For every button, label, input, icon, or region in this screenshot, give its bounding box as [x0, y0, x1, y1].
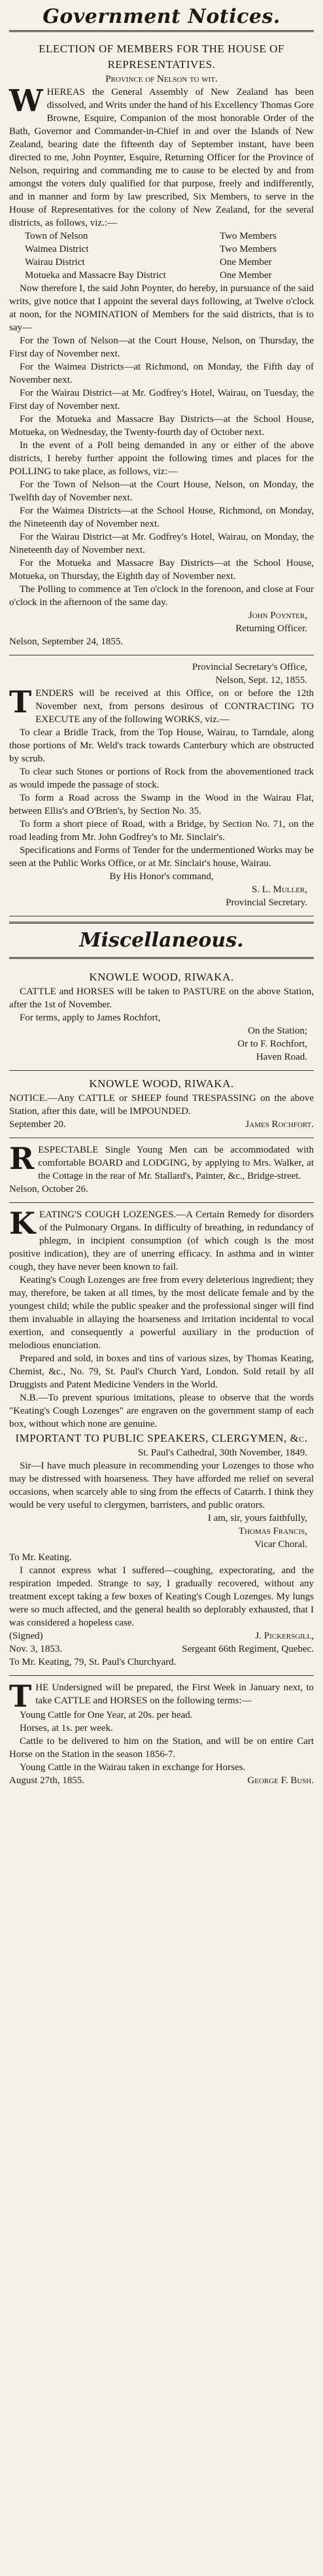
board-dropcap: R: [9, 1141, 35, 1176]
works-item: To form a short piece of Road, with a Bridge, by Section No. 71, on the road leading from Mr. John Godfrey's to Mr. Sinclair's.: [9, 819, 314, 843]
district-row: Waimea District Two Members: [25, 244, 277, 254]
bush-notice: [9, 1676, 314, 1794]
poll-item: For the Motueka and Massacre Bay Districts—at the School House, Motueka, on Thursday, the Eighth day of November next.: [9, 558, 314, 582]
keating-letter-2-to: To Mr. Keating, 79, St. Paul's Churchyard.: [9, 1657, 177, 1667]
masthead-rule: [9, 30, 314, 32]
works-item: To clear a Bridle Track, from the Top House, Wairau, to Tarndale, along those portions of Mr. Weld's track towards Canterbury which are obstructed by scrub.: [9, 727, 314, 764]
keating-letter-2-date: Nov. 3, 1853.: [9, 1644, 63, 1654]
bush-date: August 27th, 1855.: [9, 1775, 85, 1786]
board-notice: [9, 1138, 314, 1203]
nomination-item: For the Waimea Districts—at Richmond, on Monday, the Fifth day of November next.: [9, 362, 314, 385]
poll-item: For the Town of Nelson—at the Court House, Nelson, on Monday, the Twelfth day of November next.: [9, 479, 314, 503]
district-list: [9, 230, 314, 282]
bush-body: HE Undersigned will be prepared, the First Week in January next, to take CATTLE and HORSES on the following terms:—: [35, 1682, 314, 1706]
tenders-office-date: Nelson, Sept. 12, 1855.: [215, 675, 307, 686]
keating-letter-1-head: St. Paul's Cathedral, 30th November, 1849.: [137, 1448, 307, 1458]
nomination-item: For the Town of Nelson—at the Court House, Nelson, on Thursday, the First day of November next.: [9, 336, 314, 359]
knowle-trespass-signatory: James Rochfort.: [245, 1119, 314, 1130]
keating-letter-1-sig: Thomas Francis,: [238, 1526, 307, 1537]
knowle-pasture-title: KNOWLE WOOD, RIWAKA.: [89, 971, 234, 983]
keating-title-2: IMPORTANT TO PUBLIC SPEAKERS, CLERGYMEN, &c.: [15, 1432, 308, 1444]
knowle-trespass-body: NOTICE.—Any CATTLE or SHEEP found TRESPASSING on the above Station, after this date, will be IMPOUNDED.: [9, 1093, 314, 1117]
board-body: ESPECTABLE Single Young Men can be accommodated with comfortable BOARD and LODGING, by applying to Mrs. Walker, at the Cottage in the rear of Mr. Stallard's, Painter, &c., Bridge-street.: [38, 1145, 314, 1181]
election-place-date: Nelson, September 24, 1855.: [9, 636, 124, 647]
district-row: Wairau District One Member: [25, 257, 272, 268]
election-province: Province of Nelson to wit.: [105, 74, 218, 84]
election-title: ELECTION OF MEMBERS FOR THE HOUSE OF REPRESENTATIVES.: [39, 43, 284, 71]
works-item: To clear such Stones or portions of Rock from the abovementioned track as would impede the passage of stock.: [9, 767, 314, 790]
poll-item: For the Wairau District—at Mr. Godfrey's Hotel, Wairau, on Monday, the Nineteenth day of November next.: [9, 532, 314, 555]
nomination-item: For the Motueka and Massacre Bay Districts—at the School House, Motueka, on Wednesday, the Twenty-fourth day of October next.: [9, 414, 314, 438]
knowle-pasture-terms: For terms, apply to James Rochfort,: [20, 1013, 161, 1023]
election-dropcap: W: [9, 83, 43, 118]
works-item: To form a Road across the Swamp in the Wood in the Wairau Flat, between Ellis's and O'Brien's, by Section No. 35.: [9, 793, 314, 816]
bush-term: Horses, at 1s. per week.: [20, 1723, 113, 1733]
tenders-dropcap: T: [9, 684, 32, 720]
district-row: Motueka and Massacre Bay District One Member: [25, 270, 272, 281]
tenders-notice: [9, 655, 314, 916]
knowle-trespass-date: September 20.: [9, 1119, 66, 1130]
keating-body-2: Keating's Cough Lozenges are free from every deleterious ingredient; they may, therefore, be taken at all times, by the most delicate female and by the youngest child; while the public speaker and the professional singer will find them invaluable in allaying the hoarseness and irritation incidental to vocal exertion, and consequently a powerful auxiliary in the production of melodious enunciation.: [9, 1275, 314, 1351]
tenders-signatory-title: Provincial Secretary.: [226, 897, 307, 908]
keating-advertisement: [9, 1203, 314, 1676]
bush-body-2: Young Cattle in the Wairau taken in exchange for Horses.: [20, 1762, 246, 1773]
election-notice: [9, 36, 314, 655]
board-date: Nelson, October 26.: [9, 1184, 88, 1194]
keating-body-1: EATING'S COUGH LOZENGES.—A Certain Remedy for disorders of the Pulmonary Organs. In difficulty of breathing, in redundancy of phlegm, in incipient consumption (of which cough is the most positive indication), they are of unerring efficacy. In asthma and in winter cough, they have never been known to fail.: [9, 1210, 314, 1272]
keating-dropcap: K: [9, 1206, 35, 1241]
miscellaneous-header: Miscellaneous.: [9, 922, 314, 959]
knowle-pasture-terms-3: Or to F. Rochfort,: [237, 1039, 307, 1049]
bush-signatory: George F. Bush.: [247, 1775, 314, 1786]
knowle-pasture-terms-4: Haven Road.: [256, 1052, 307, 1062]
bush-term: Young Cattle for One Year, at 20s. per head.: [20, 1710, 193, 1720]
knowle-pasture-notice: [9, 964, 314, 1071]
tenders-body-2: Specifications and Forms of Tender for the undermentioned Works may be seen at the Public Works Office, or at Mr. Sinclair's house, Wairau.: [9, 845, 314, 869]
election-signatory: John Poynter,: [248, 610, 307, 621]
knowle-trespass-notice: [9, 1071, 314, 1138]
district-row: Town of Nelson Two Members: [25, 231, 277, 241]
keating-letter-1-sig-2: Vicar Choral.: [254, 1539, 307, 1550]
keating-letter-1: Sir—I have much pleasure in recommending your Lozenges to those who may be distressed with hoarseness. They have afforded me relief on several occasions, when scarcely able to sing from the effects of Catarrh. I think they would be very useful to clergymen, barristers, and public orators.: [9, 1461, 314, 1510]
keating-letter-2: I cannot express what I suffered—coughing, expectorating, and the respiration impeded. Strange to say, I gradually recovered, without any treatment except taking a few boxes of Keating's Cough Lozenges. My lungs were so much affected, and the general health so deplorably exhausted, that I was considered a hopeless case.: [9, 1565, 314, 1628]
knowle-pasture-body: CATTLE and HORSES will be taken to PASTURE on the above Station, after the 1st of November.: [9, 986, 314, 1010]
masthead-title: Government Notices.: [42, 5, 280, 28]
keating-letter-1-close: I am, sir, yours faithfully,: [207, 1513, 307, 1523]
election-body-3: In the event of a Poll being demanded in any or either of the above districts, I hereby further appoint the following times and places for the POLLING to take place, as follows, viz:—: [9, 440, 314, 477]
tenders-command: By His Honor's command,: [109, 871, 214, 882]
keating-letter-2-signed: (Signed): [9, 1631, 43, 1641]
keating-letter-1-to: To Mr. Keating.: [9, 1552, 72, 1563]
tenders-body: ENDERS will be received at this Office, on or before the 12th November next, from persons desirous of CONTRACTING TO EXECUTE any of the following WORKS, viz.—: [35, 688, 314, 725]
election-body-4: The Polling to commence at Ten o'clock in the forenoon, and close at Four o'clock in the afternoon of the same day.: [9, 584, 314, 608]
bush-dropcap: T: [9, 1679, 32, 1714]
nomination-item: For the Wairau District—at Mr. Godfrey's Hotel, Wairau, on Tuesday, the First day of November next.: [9, 388, 314, 411]
tenders-office: Provincial Secretary's Office,: [192, 662, 307, 672]
keating-body-3: Prepared and sold, in boxes and tins of various sizes, by Thomas Keating, Chemist, &c., No. 79, St. Paul's Church Yard, London. Sold retail by all Druggists and Patent Medicine Venders in the World.: [9, 1353, 314, 1390]
tenders-signatory: S. L. Muller,: [251, 884, 307, 895]
election-body-2: Now therefore I, the said John Poynter, do hereby, in pursuance of the said writs, give notice that I appoint the several days following, at Twelve o'clock at noon, for the NOMINATION of Members for the said districts, that is to say—: [9, 283, 314, 333]
knowle-pasture-terms-2: On the Station;: [248, 1026, 307, 1036]
keating-letter-2-sig: J. Pickersgill,: [255, 1631, 314, 1641]
election-signatory-title: Returning Officer.: [235, 623, 307, 634]
keating-body-4: N.B.—To prevent spurious imitations, please to observe that the words "Keating's Cough Lozenges" are engraven on the government stamp of each box, without which none are genuine.: [9, 1393, 314, 1429]
poll-item: For the Waimea Districts—at the School House, Richmond, on Monday, the Nineteenth day of November next.: [9, 506, 314, 529]
election-body-1: HEREAS the General Assembly of New Zealand has been dissolved, and Writs under the hand of his Excellency Thomas Gore Browne, Esquire, Companion of the most honorable Order of the Bath, Governor and Commander-in-Chief in and over the Islands of New Zealand, bearing date the fifteenth day of September instant, have been directed to me, John Poynter, Esquire, Returning Officer for the Province of Nelson, requiring and commanding me to cause to be elected by and from amongst the voters duly qualified for that purpose, freely and indifferently, and in manner and form by law prescribed, Six Members, to serve in the House of Representatives for the colony of New Zealand, for the several districts, as follows, viz.:—: [9, 87, 314, 228]
knowle-trespass-title: KNOWLE WOOD, RIWAKA.: [89, 1077, 234, 1090]
bush-term: Cattle to be delivered to him on the Station, and will be on entire Cart Horse on the Station in the season 1856-7.: [9, 1736, 314, 1760]
keating-letter-2-sig-2: Sergeant 66th Regiment, Quebec.: [182, 1644, 314, 1654]
